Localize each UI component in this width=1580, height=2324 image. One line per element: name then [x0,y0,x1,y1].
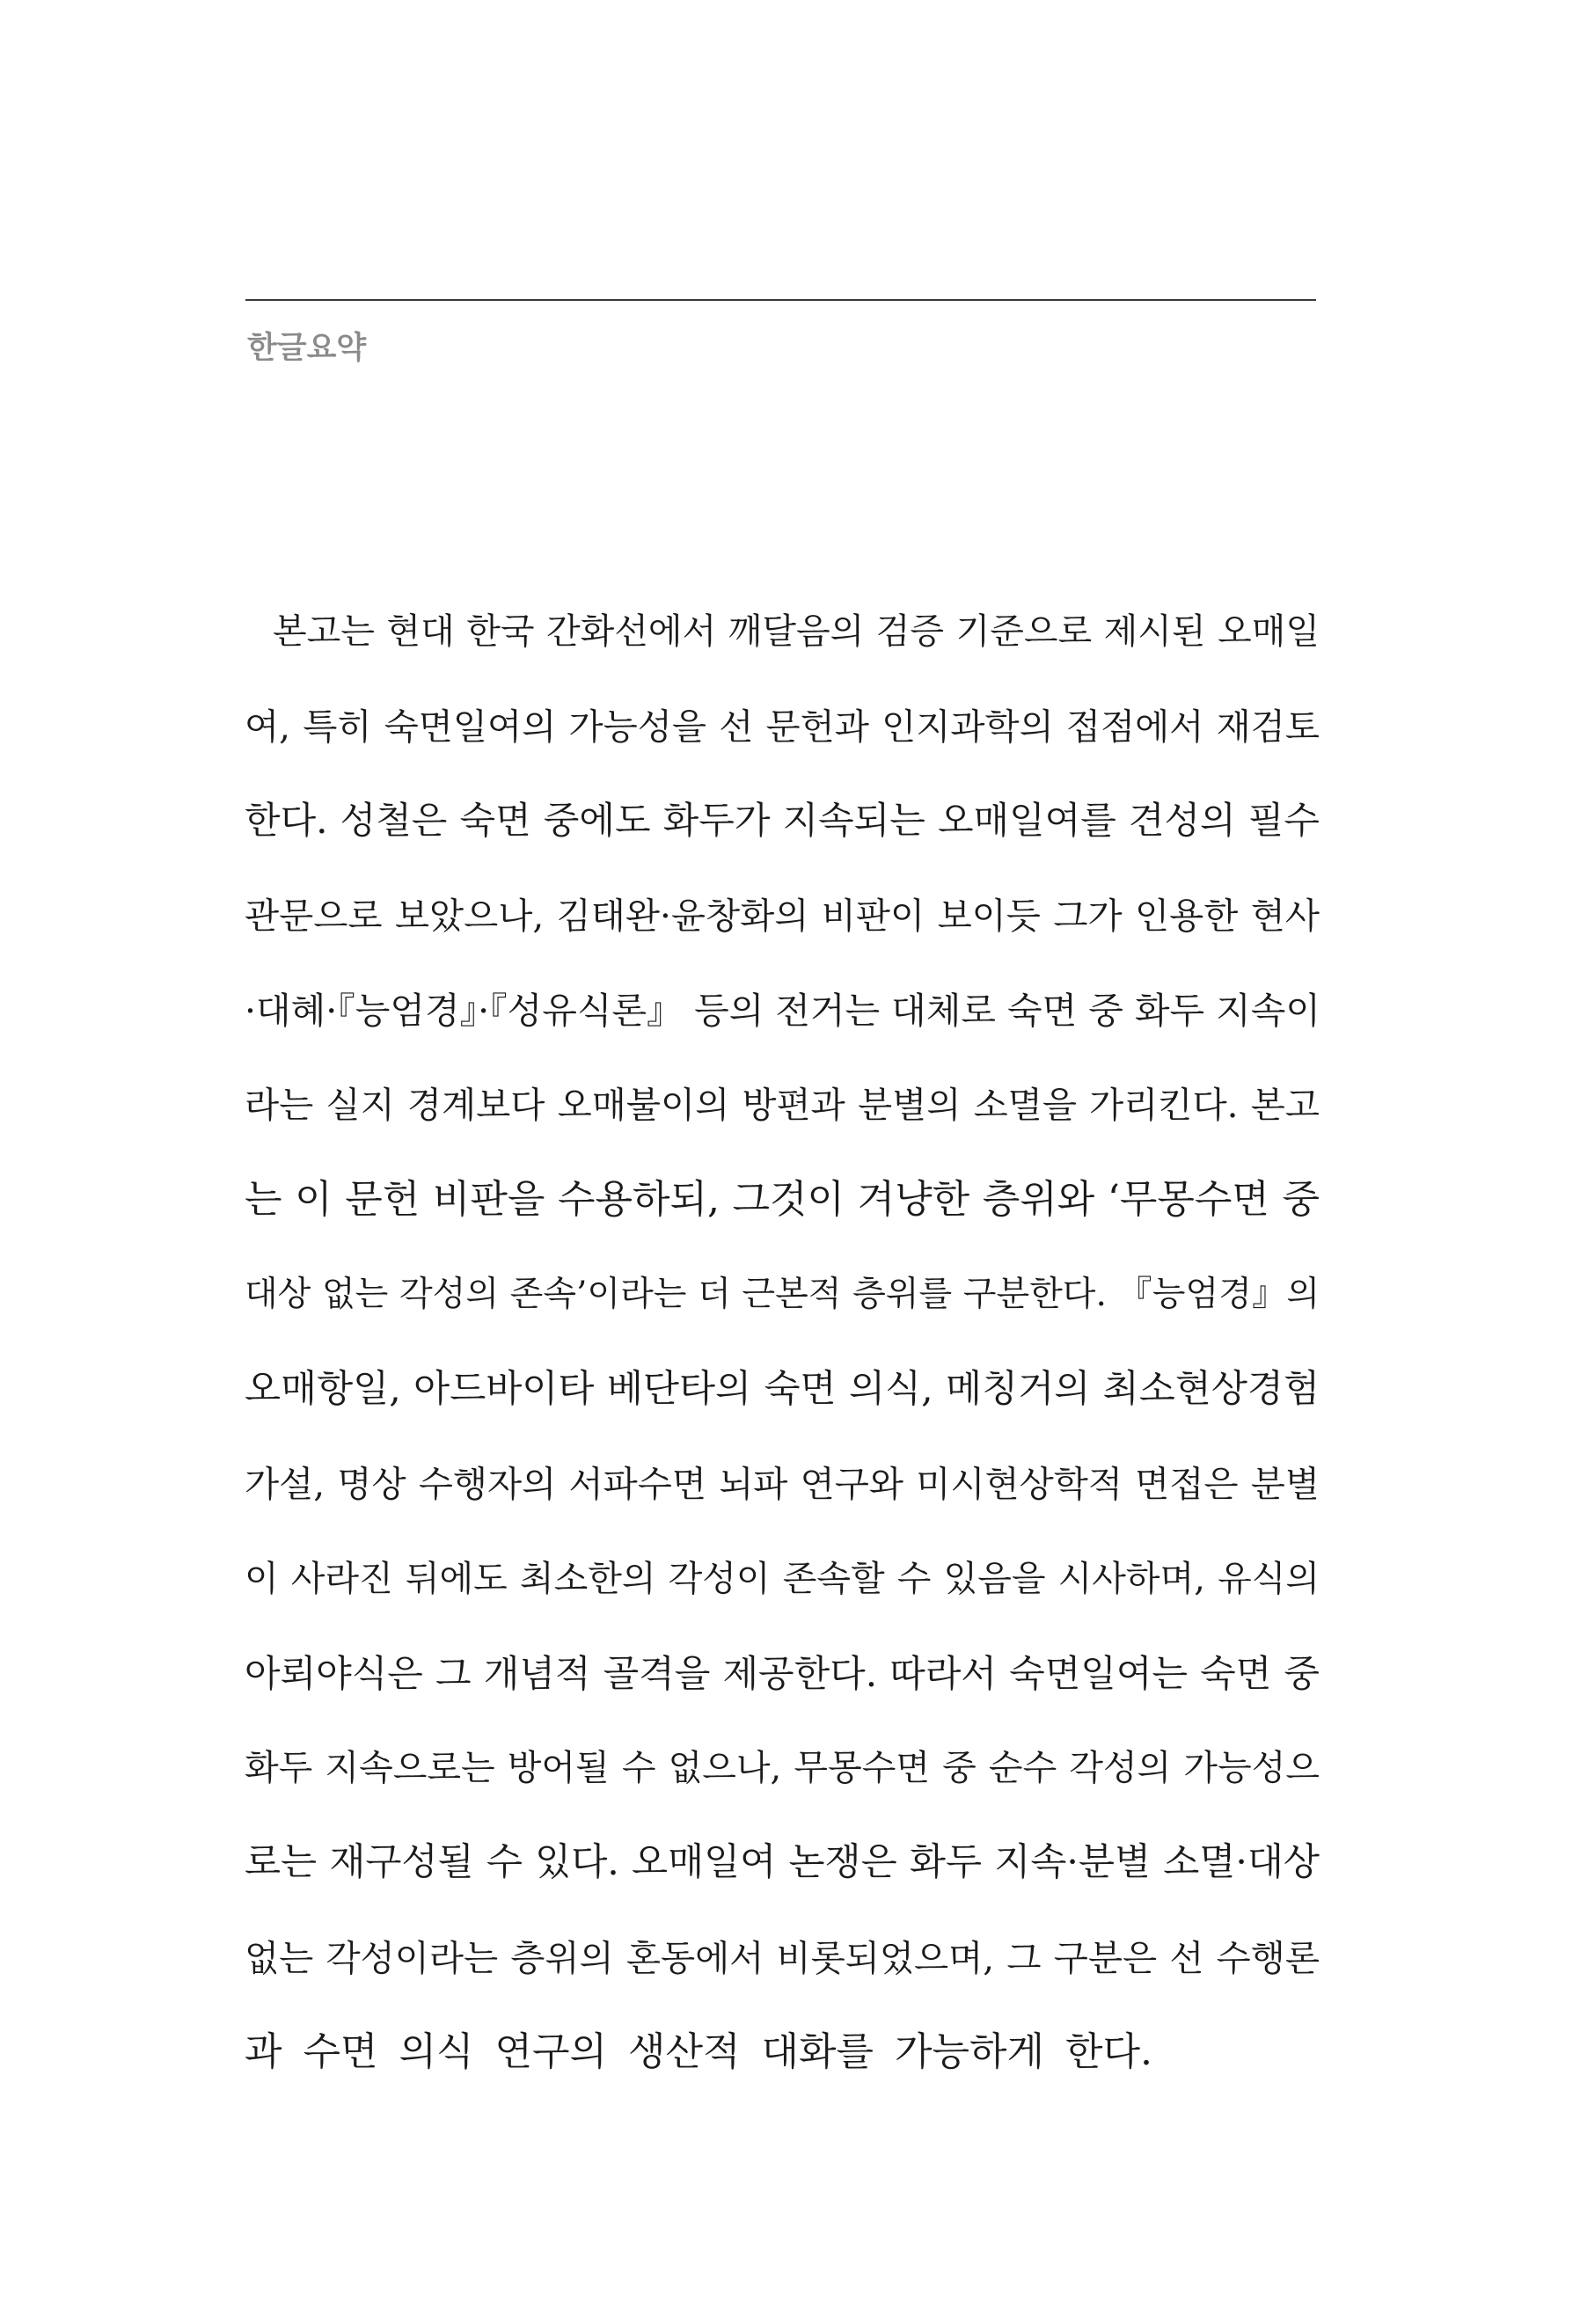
abstract-body [245,605,1320,2121]
abstract-line: 가설, 명상 수행자의 서파수면 뇌파 연구와 미시현상학적 면접은 분별 [245,1463,1320,1506]
abstract-line: 없는 각성이라는 층위의 혼동에서 비롯되었으며, 그 구분은 선 수행론 [245,1936,1320,1979]
abstract-line: 본고는 현대 한국 간화선에서 깨달음의 검증 기준으로 제시된 오매일 [273,611,1320,652]
abstract-line: 아뢰야식은 그 개념적 골격을 제공한다. 따라서 숙면일여는 숙면 중 [245,1651,1320,1695]
abstract-line: 는 이 문헌 비판을 수용하되, 그것이 겨냥한 층위와 ‘무몽수면 중 [245,1177,1320,1223]
abstract-line: 로는 재구성될 수 있다. 오매일여 논쟁은 화두 지속·분별 소멸·대상 [245,1840,1320,1884]
abstract-line: 여, 특히 숙면일여의 가능성을 선 문헌과 인지과학의 접점에서 재검토 [245,705,1320,748]
abstract-line: 과 수면 의식 연구의 생산적 대화를 가능하게 한다. [245,2029,1152,2075]
abstract-line: 대상 없는 각성의 존속’이라는 더 근본적 층위를 구분한다. 『능엄경』의 [245,1274,1320,1314]
abstract-line: 한다. 성철은 숙면 중에도 화두가 지속되는 오매일여를 견성의 필수 [245,799,1320,843]
abstract-line: ·대혜·『능엄경』·『성유식론』 등의 전거는 대체로 숙면 중 화두 지속이 [245,989,1320,1032]
section-label: 한글요약 [247,331,367,366]
abstract-line: 관문으로 보았으나, 김태완·윤창화의 비판이 보이듯 그가 인용한 현사 [245,895,1320,938]
header-rule [245,299,1316,301]
abstract-line: 화두 지속으로는 방어될 수 없으나, 무몽수면 중 순수 각성의 가능성으 [245,1748,1320,1789]
abstract-line: 오매항일, 아드바이타 베단타의 숙면 의식, 메칭거의 최소현상경험 [245,1367,1320,1411]
abstract-line: 라는 실지 경계보다 오매불이의 방편과 분별의 소멸을 가리킨다. 본고 [245,1084,1320,1127]
abstract-line: 이 사라진 뒤에도 최소한의 각성이 존속할 수 있음을 시사하며, 유식의 [245,1558,1320,1599]
